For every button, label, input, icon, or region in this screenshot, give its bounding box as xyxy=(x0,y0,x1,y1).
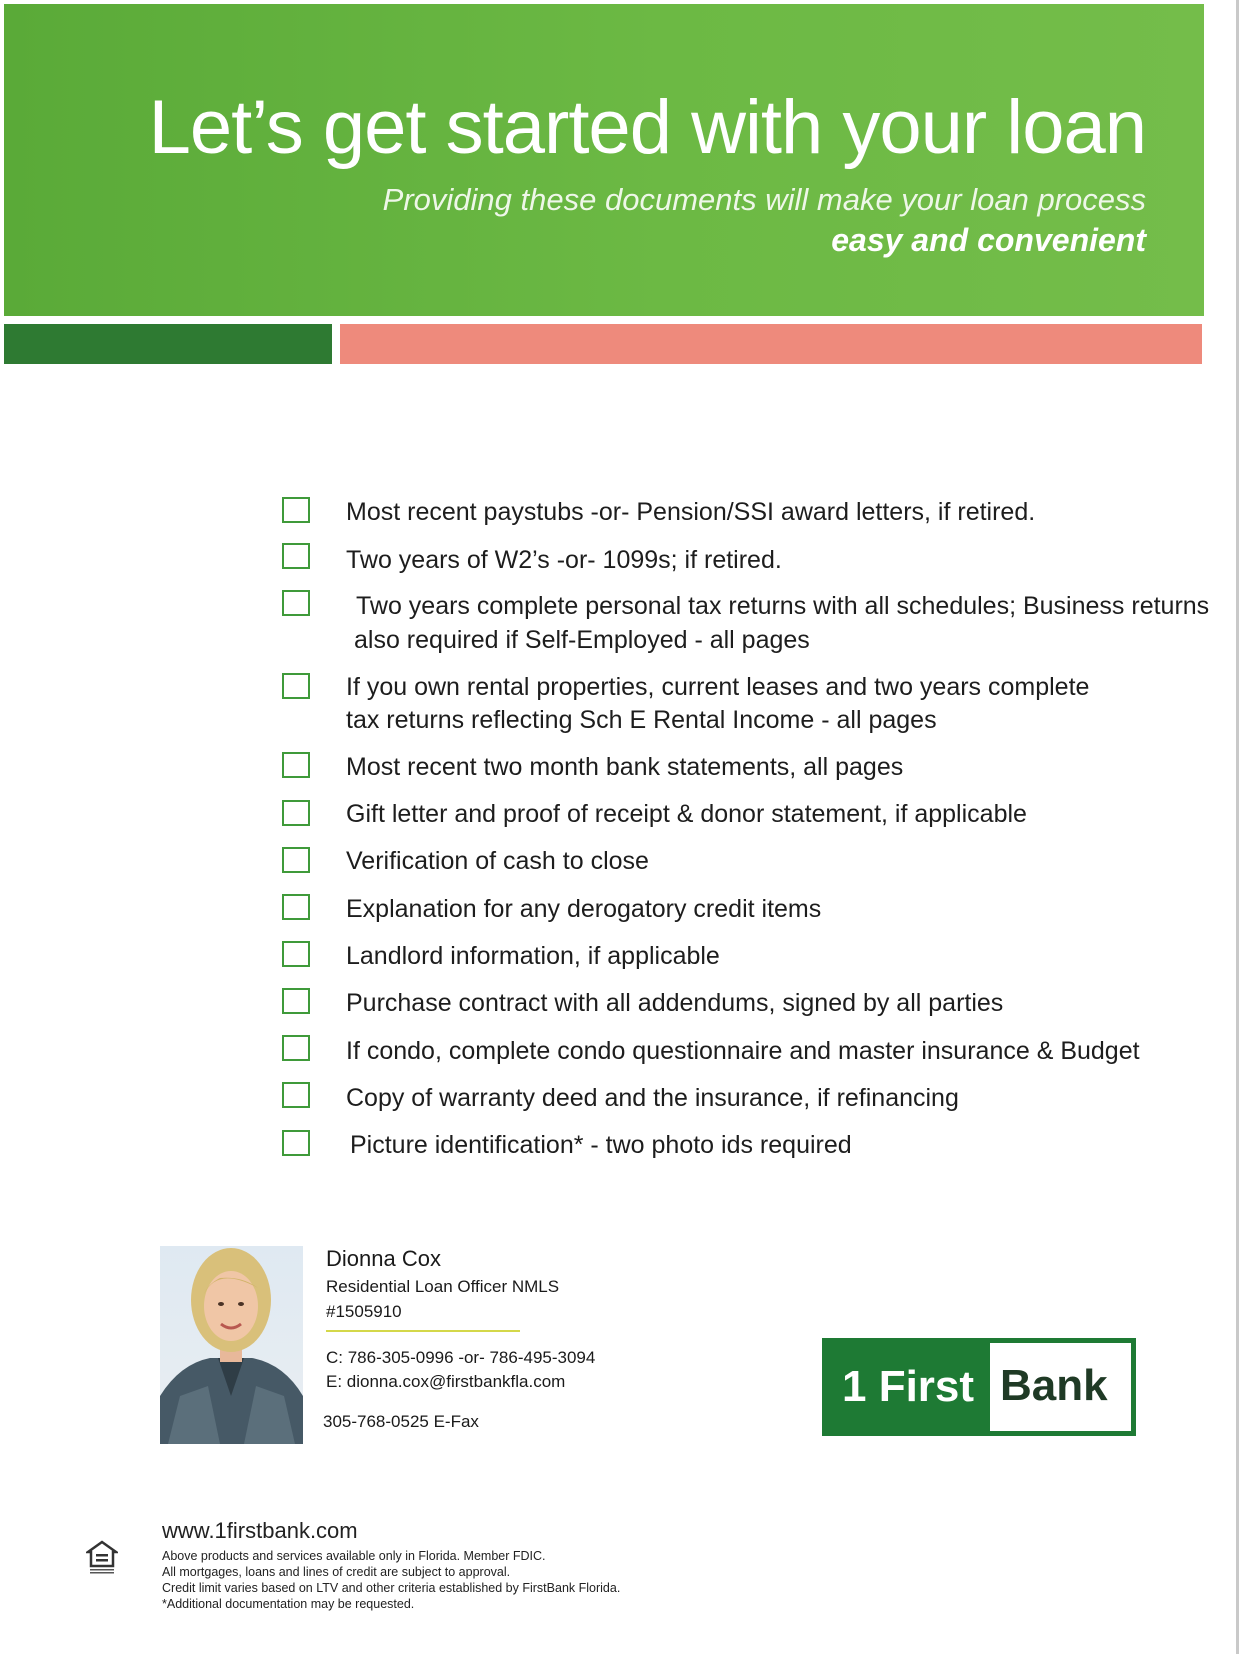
disclaimer xyxy=(162,1548,722,1612)
equal-housing-lender-icon xyxy=(86,1540,118,1576)
checkbox[interactable] xyxy=(282,752,310,778)
accent-bar-green xyxy=(4,324,332,364)
logo-left-text: 1 First xyxy=(842,1362,975,1411)
checkbox[interactable] xyxy=(282,673,310,699)
contact-fax: 305-768-0525 E-Fax xyxy=(323,1412,479,1431)
loan-officer-photo xyxy=(160,1246,303,1444)
checklist-item-label: Purchase contract with all addendums, signed by all parties xyxy=(346,989,1004,1017)
checklist-item-label: Copy of warranty deed and the insurance, if refinancing xyxy=(346,1084,959,1112)
page-subtitle-emphasis: easy and convenient xyxy=(831,222,1146,258)
disclaimer-line: All mortgages, loans and lines of credit are subject to approval. xyxy=(162,1565,511,1579)
disclaimer-line: *Additional documentation may be requested. xyxy=(162,1597,415,1611)
disclaimer-line: Above products and services available only in Florida. Member FDIC. xyxy=(162,1549,546,1563)
checkbox[interactable] xyxy=(282,497,310,523)
contact-title xyxy=(326,1274,586,1324)
checklist-item-label: Two years complete personal tax returns with all schedules; Business returns xyxy=(356,592,1210,620)
checkbox[interactable] xyxy=(282,988,310,1014)
checkbox[interactable] xyxy=(282,590,310,616)
website-link[interactable]: www.1firstbank.com xyxy=(162,1518,358,1543)
checklist-item-label: Picture identification* - two photo ids required xyxy=(350,1131,852,1159)
logo-right-panel xyxy=(990,1343,1131,1431)
contact-name: Dionna Cox xyxy=(326,1246,441,1271)
contact-divider xyxy=(326,1330,520,1332)
checkbox[interactable] xyxy=(282,894,310,920)
first-bank-logo xyxy=(822,1338,1136,1436)
checkbox[interactable] xyxy=(282,800,310,826)
checklist-item-label: Landlord information, if applicable xyxy=(346,942,720,970)
checklist-item-label: Gift letter and proof of receipt & donor statement, if applicable xyxy=(346,800,1027,828)
checklist-item-label: If you own rental properties, current leases and two years complete xyxy=(346,673,1090,701)
checkbox[interactable] xyxy=(282,847,310,873)
checklist-item-label: Most recent paystubs -or- Pension/SSI award letters, if retired. xyxy=(346,498,1036,526)
contact-job-title: Residential Loan Officer NMLS xyxy=(326,1277,560,1296)
contact-phone[interactable]: C: 786-305-0996 -or- 786-495-3094 xyxy=(326,1348,596,1367)
contact-email[interactable]: E: dionna.cox@firstbankfla.com xyxy=(326,1372,566,1391)
accent-bar-coral xyxy=(340,324,1202,364)
checkbox[interactable] xyxy=(282,1082,310,1108)
checklist-item-label-line2: tax returns reflecting Sch E Rental Income - all pages xyxy=(346,706,937,734)
header-banner xyxy=(4,4,1204,316)
checkbox[interactable] xyxy=(282,1035,310,1061)
checklist-item-label: Two years of W2’s -or- 1099s; if retired. xyxy=(346,546,782,574)
checkbox[interactable] xyxy=(282,941,310,967)
checklist-item-label: Verification of cash to close xyxy=(346,847,649,875)
checklist-item-label: Explanation for any derogatory credit items xyxy=(346,895,822,923)
disclaimer-line: Credit limit varies based on LTV and other criteria established by FirstBank Florida. xyxy=(162,1581,621,1595)
checkbox[interactable] xyxy=(282,1130,310,1156)
checklist-item-label: If condo, complete condo questionnaire and master insurance & Budget xyxy=(346,1037,1140,1065)
checklist-item-label-line2: also required if Self-Employed - all pages xyxy=(354,626,810,654)
logo-right-text: Bank xyxy=(1000,1361,1108,1410)
portrait-illustration xyxy=(160,1246,303,1444)
contact-nmls-number: #1505910 xyxy=(326,1302,402,1321)
checkbox[interactable] xyxy=(282,543,310,569)
page-edge-line xyxy=(1236,0,1239,1654)
checklist-item-label: Most recent two month bank statements, all pages xyxy=(346,753,904,781)
page-title: Let’s get started with your loan xyxy=(148,85,1146,170)
page-subtitle: Providing these documents will make your loan process xyxy=(382,182,1146,217)
